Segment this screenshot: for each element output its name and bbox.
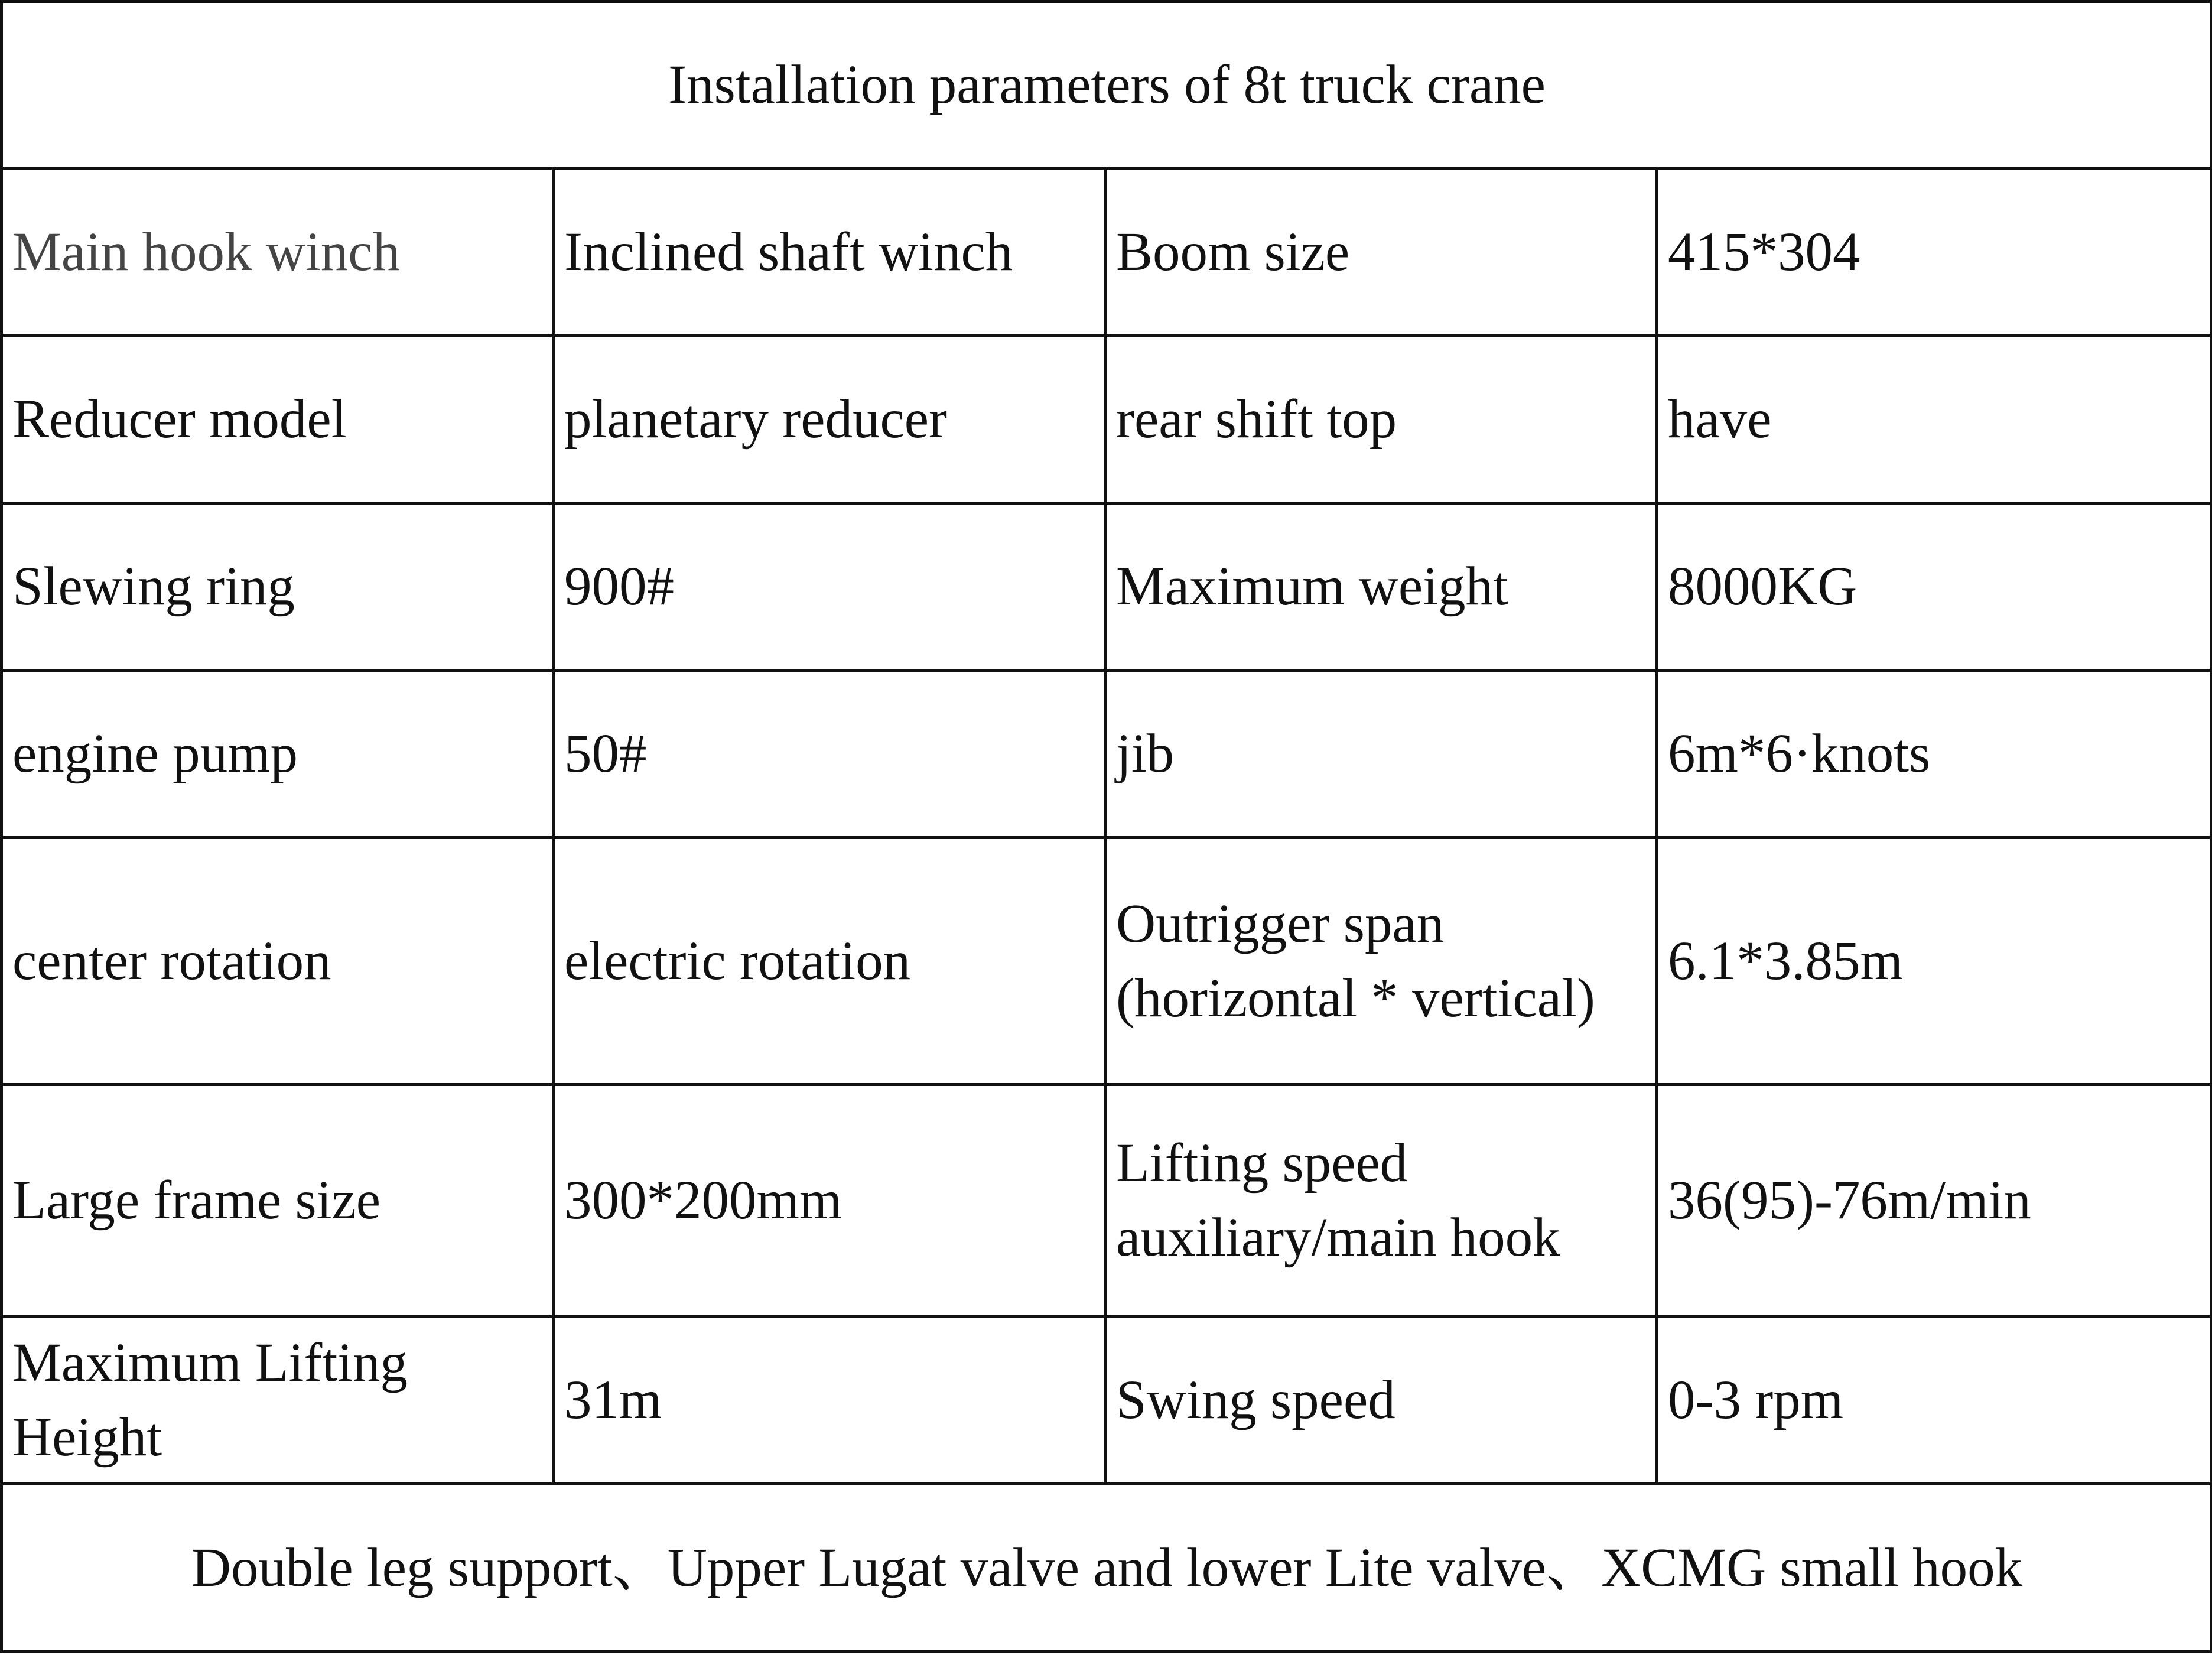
param-value: planetary reducer	[554, 336, 1105, 503]
param-value: 300*200mm	[554, 1085, 1105, 1316]
table-row	[2, 1316, 2211, 1484]
table-title: Installation parameters of 8t truck crane	[2, 2, 2211, 168]
param-label: rear shift top	[1105, 336, 1657, 503]
param-value: 31m	[554, 1316, 1105, 1484]
table-row	[2, 837, 2211, 1084]
param-value: 50#	[554, 670, 1105, 837]
param-value: Inclined shaft winch	[554, 168, 1105, 336]
param-label: Boom size	[1105, 168, 1657, 336]
param-value: 415*304	[1657, 168, 2211, 336]
footer-note: Double leg support、Upper Lugat valve and lower Lite valve、XCMG small hook	[2, 1484, 2211, 1651]
param-label: Outrigger span (horizontal * vertical)	[1105, 837, 1657, 1084]
param-value: 6m*6·knots	[1657, 670, 2211, 837]
param-label: Maximum Lifting Height	[2, 1316, 554, 1484]
param-label: Reducer model	[2, 336, 554, 503]
param-value: 0-3 rpm	[1657, 1316, 2211, 1484]
param-label: center rotation	[2, 837, 554, 1084]
table-row	[2, 168, 2211, 336]
param-value: 8000KG	[1657, 503, 2211, 670]
param-value: electric rotation	[554, 837, 1105, 1084]
table-row	[2, 336, 2211, 503]
param-value: 6.1*3.85m	[1657, 837, 2211, 1084]
param-label: Swing speed	[1105, 1316, 1657, 1484]
param-label: jib	[1105, 670, 1657, 837]
param-label: Maximum weight	[1105, 503, 1657, 670]
param-value: 900#	[554, 503, 1105, 670]
param-value: 36(95)-76m/min	[1657, 1085, 2211, 1316]
param-value: have	[1657, 336, 2211, 503]
footer-row	[2, 1484, 2211, 1651]
table-row	[2, 1085, 2211, 1316]
title-row	[2, 2, 2211, 168]
param-label: Large frame size	[2, 1085, 554, 1316]
param-label: Main hook winch	[2, 168, 554, 336]
table-row	[2, 670, 2211, 837]
param-label: Lifting speed auxiliary/main hook	[1105, 1085, 1657, 1316]
param-label: Slewing ring	[2, 503, 554, 670]
param-label: engine pump	[2, 670, 554, 837]
table-row	[2, 503, 2211, 670]
